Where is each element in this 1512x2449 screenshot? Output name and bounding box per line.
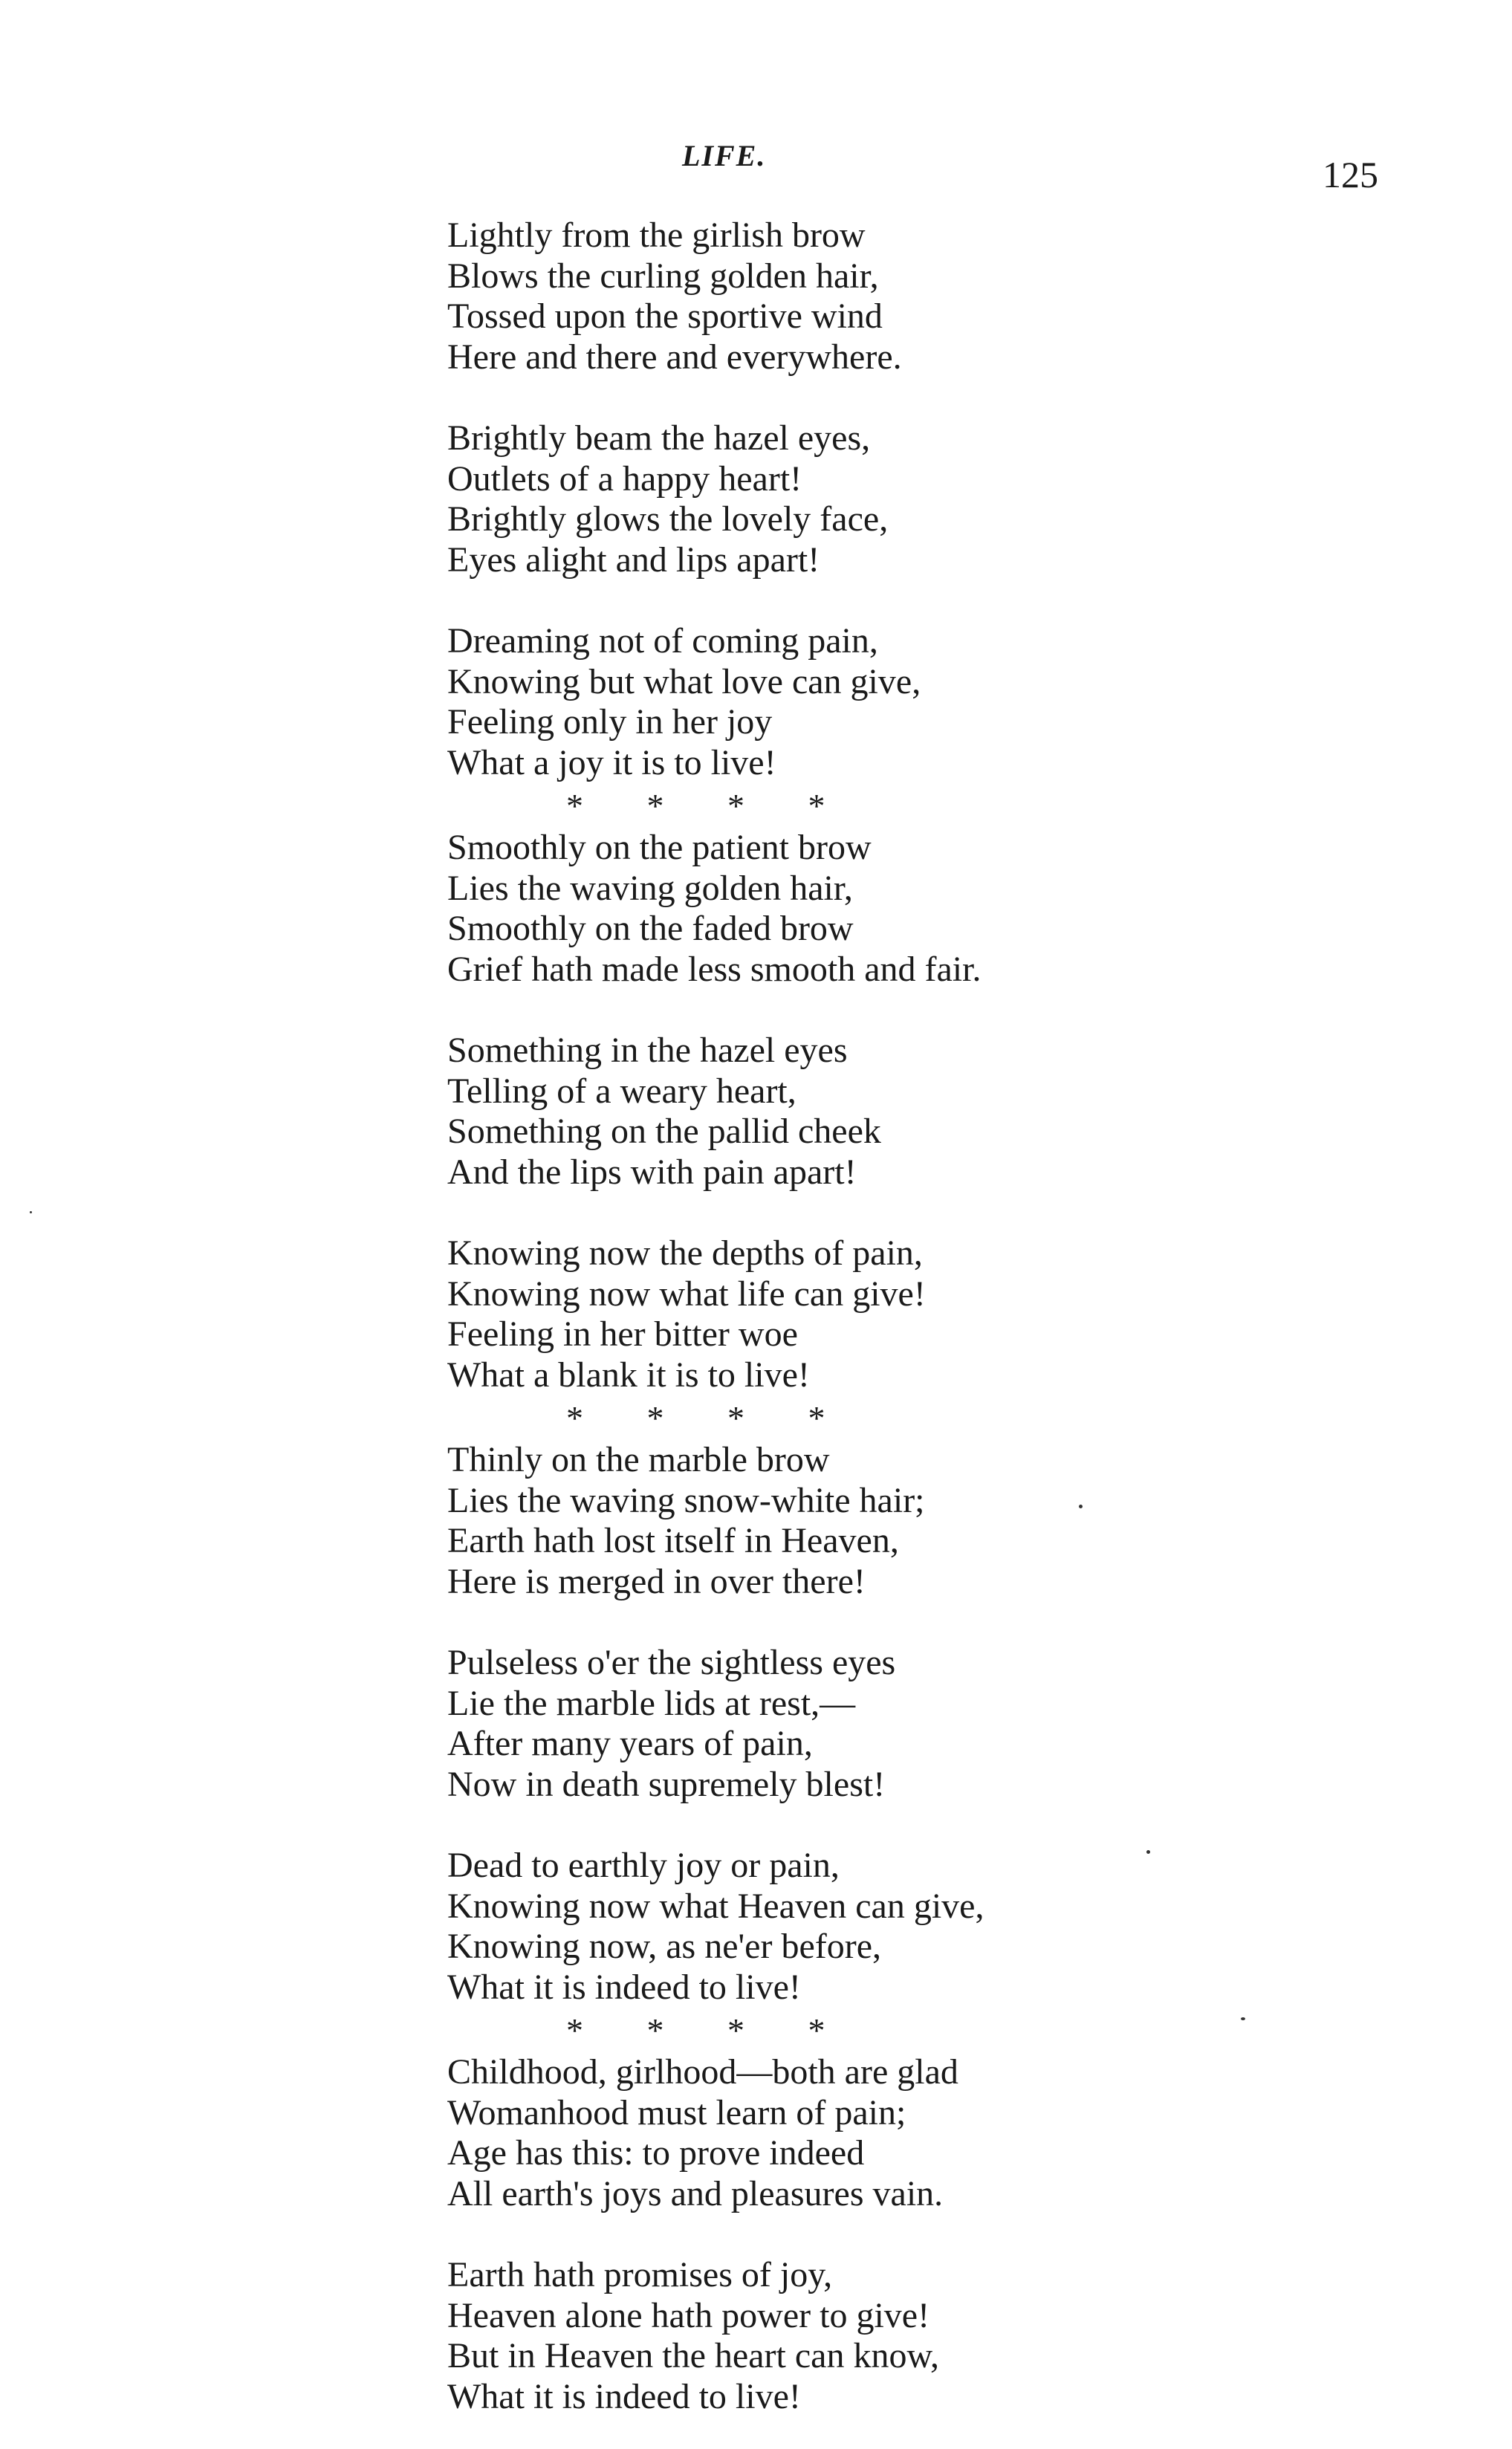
poem-line: Feeling in her bitter woe [447, 1314, 798, 1354]
poem-line: Smoothly on the patient brow [447, 828, 872, 867]
stanza-11 [447, 2255, 1339, 2417]
poem-line: Something in the hazel eyes [447, 1031, 848, 1070]
poem-line: What a joy it is to live! [447, 742, 776, 782]
poem-line: Grief hath made less smooth and fair. [447, 949, 981, 989]
stanza-2 [447, 418, 1339, 580]
poem-line: After many years of pain, [447, 1724, 813, 1763]
scan-speck [1146, 1850, 1150, 1854]
poem-line: Tossed upon the sportive wind [447, 296, 883, 336]
poem-line: All earth's joys and pleasures vain. [447, 2173, 944, 2213]
poem-line: Thinly on the marble brow [447, 1440, 830, 1479]
running-head: LIFE. [682, 139, 767, 172]
poem-line: What a blank it is to live! [447, 1355, 810, 1395]
poem-line: Something on the pallid cheek [447, 1112, 881, 1151]
poem-line: Feeling only in her joy [447, 702, 773, 742]
section-separator: * * * * [566, 787, 827, 825]
page-number: 125 [1323, 154, 1378, 195]
poem-line: Lies the waving golden hair, [447, 868, 853, 908]
scan-speck [1079, 1505, 1083, 1508]
poem-line: Earth hath promises of joy, [447, 2255, 833, 2294]
poem [447, 215, 1339, 2417]
poem-line: Lies the waving snow-white hair; [447, 1480, 925, 1520]
section-separator: * * * * [566, 2011, 827, 2049]
section-separator: * * * * [566, 1399, 827, 1437]
stanza-1 [447, 215, 1339, 377]
poem-line: Knowing but what love can give, [447, 661, 921, 701]
poem-line: And the lips with pain apart! [447, 1152, 857, 1192]
poem-line: Telling of a weary heart, [447, 1071, 796, 1111]
poem-line: Outlets of a happy heart! [447, 458, 802, 499]
poem-line: What it is indeed to live! [447, 2376, 801, 2416]
poem-line: Here and there and everywhere. [447, 337, 902, 377]
poem-line: Lightly from the girlish brow [447, 215, 866, 255]
stanza-8 [447, 1643, 1339, 1805]
poem-line: Here is merged in over there! [447, 1561, 866, 1601]
poem-line: Knowing now, as ne'er before, [447, 1927, 882, 1966]
stanza-3 [447, 621, 1339, 783]
poem-line: Age has this: to prove indeed [447, 2133, 865, 2173]
poem-line: Knowing now what life can give! [447, 1274, 926, 1314]
stanza-9 [447, 1846, 1339, 2008]
poem-line: Pulseless o'er the sightless eyes [447, 1643, 896, 1682]
poem-line: Lie the marble lids at rest,— [447, 1683, 856, 1723]
poem-line: Childhood, girlhood—both are glad [447, 2052, 958, 2092]
poem-line: Brightly glows the lovely face, [447, 499, 889, 539]
stanza-6 [447, 1233, 1339, 1395]
poem-line: But in Heaven the heart can know, [447, 2336, 939, 2375]
poem-line: Knowing now the depths of pain, [447, 1233, 923, 1273]
poem-line: Now in death supremely blest! [447, 1764, 886, 1804]
stanza-5 [447, 1031, 1339, 1193]
stanza-7 [447, 1440, 1339, 1602]
scan-speck [30, 1211, 32, 1213]
poem-line: Earth hath lost itself in Heaven, [447, 1521, 899, 1560]
poem-line: Smoothly on the faded brow [447, 909, 854, 948]
poem-line: Dead to earthly joy or pain, [447, 1846, 840, 1885]
poem-line: Blows the curling golden hair, [447, 256, 879, 296]
stanza-4 [447, 828, 1339, 990]
poem-line: Womanhood must learn of pain; [447, 2092, 906, 2132]
poem-line: What it is indeed to live! [447, 1967, 801, 2007]
poem-line: Eyes alight and lips apart! [447, 539, 820, 580]
poem-line: Brightly beam the hazel eyes, [447, 418, 871, 458]
poem-line: Knowing now what Heaven can give, [447, 1886, 984, 1926]
poem-line: Heaven alone hath power to give! [447, 2295, 930, 2335]
scan-speck [1241, 2017, 1245, 2020]
stanza-10 [447, 2052, 1339, 2214]
poem-line: Dreaming not of coming pain, [447, 621, 878, 661]
